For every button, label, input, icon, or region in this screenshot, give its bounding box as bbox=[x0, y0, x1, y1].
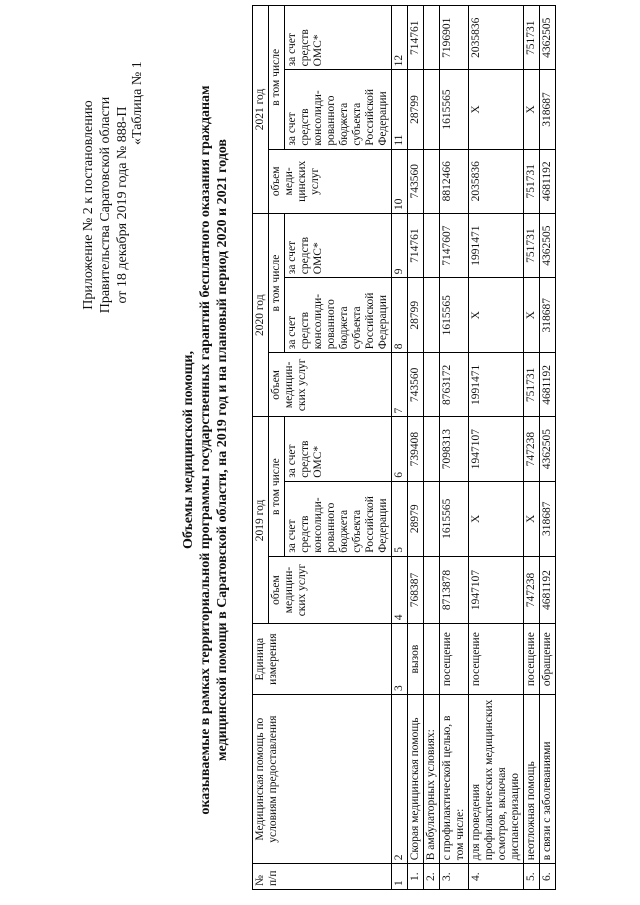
row-value: 747238 bbox=[524, 556, 540, 624]
row-value: 28799 bbox=[408, 278, 424, 353]
col-number: 4 bbox=[392, 556, 408, 624]
row-value: 1991471 bbox=[469, 213, 524, 277]
appendix-line-3: от 18 декабря 2019 года № 888-П bbox=[115, 106, 130, 304]
row-value: X bbox=[469, 70, 524, 149]
row-value: 751731 bbox=[524, 6, 540, 70]
row-value: 743560 bbox=[408, 149, 424, 213]
row-value: 318687 bbox=[540, 481, 556, 556]
col-number: 2 bbox=[392, 695, 408, 864]
row-number: 4. bbox=[469, 864, 524, 890]
row-value: 4362505 bbox=[540, 417, 556, 481]
header-volume-2021: объем меди-цинских услуг bbox=[269, 149, 392, 213]
row-value bbox=[424, 213, 440, 277]
header-consolidated-2019: за счет средств консолиди-рованного бюджета субъекта Российской Федерации bbox=[285, 481, 392, 556]
row-value: 1947107 bbox=[469, 417, 524, 481]
header-unit: Единица измерения bbox=[253, 624, 392, 695]
header-consolidated-2020: за счет средств консолиди-рованного бюджета субъекта Российской Федерации bbox=[285, 278, 392, 353]
row-number: 6. bbox=[540, 864, 556, 890]
row-value: 318687 bbox=[540, 70, 556, 149]
row-care-type: с профилактической целью, в том числе: bbox=[440, 695, 469, 864]
row-value: X bbox=[524, 278, 540, 353]
header-volume-2019: объем медицин-ских услуг bbox=[269, 556, 392, 624]
row-value bbox=[424, 6, 440, 70]
row-value: X bbox=[469, 481, 524, 556]
row-unit: посещение bbox=[524, 624, 540, 695]
row-care-type: в связи с заболеваниями bbox=[540, 695, 556, 864]
appendix-line-2: Правительства Саратовской области bbox=[98, 96, 113, 314]
document-title bbox=[180, 55, 231, 845]
col-number: 7 bbox=[392, 353, 408, 417]
row-value: X bbox=[524, 70, 540, 149]
header-year-2019: 2019 год bbox=[253, 417, 269, 624]
row-value bbox=[424, 417, 440, 481]
row-value: 4681192 bbox=[540, 149, 556, 213]
column-numbers-row bbox=[392, 6, 408, 890]
row-value: 4681192 bbox=[540, 556, 556, 624]
row-value: 28979 bbox=[408, 481, 424, 556]
row-care-type: неотложная помощь bbox=[524, 695, 540, 864]
table-number: «Таблица № 1 bbox=[130, 61, 145, 145]
col-number: 11 bbox=[392, 70, 408, 149]
col-number: 6 bbox=[392, 417, 408, 481]
table-row bbox=[424, 6, 440, 890]
table-body bbox=[408, 6, 556, 890]
row-number: 5. bbox=[524, 864, 540, 890]
appendix-block bbox=[80, 65, 131, 345]
row-care-type: В амбулаторных условиях: bbox=[424, 695, 440, 864]
row-value bbox=[424, 70, 440, 149]
table-row bbox=[469, 6, 524, 890]
title-line-3: медицинской помощи в Саратовской области, на 2019 год и на плановый период 2020 и 2021 годов bbox=[215, 139, 230, 761]
row-value: X bbox=[469, 278, 524, 353]
title-line-1: Объемы медицинской помощи, bbox=[181, 351, 196, 549]
row-value: 743560 bbox=[408, 353, 424, 417]
row-value bbox=[424, 353, 440, 417]
row-value: 1947107 bbox=[469, 556, 524, 624]
header-oms-2021: за счет средств ОМС* bbox=[285, 6, 392, 70]
row-value: 1615565 bbox=[440, 70, 469, 149]
col-number: 8 bbox=[392, 278, 408, 353]
header-oms-2020: за счет средств ОМС* bbox=[285, 213, 392, 277]
row-value: 739408 bbox=[408, 417, 424, 481]
title-line-2: оказываемые в рамках территориальной программы государственных гарантий бесплатного оказания гражданам bbox=[198, 85, 213, 815]
header-no: № п/п bbox=[253, 864, 392, 890]
row-unit: обращение bbox=[540, 624, 556, 695]
col-number: 5 bbox=[392, 481, 408, 556]
header-care-type: Медицинская помощь по условиям предоставления bbox=[253, 695, 392, 864]
row-value: 751731 bbox=[524, 213, 540, 277]
header-consolidated-2021: за счет средств консолиди-рованного бюджета субъекта Российской Федерации bbox=[285, 70, 392, 149]
table-row bbox=[440, 6, 469, 890]
row-value: 4362505 bbox=[540, 6, 556, 70]
header-incl-2020: в том числе bbox=[269, 213, 285, 352]
row-value: 751731 bbox=[524, 353, 540, 417]
col-number: 9 bbox=[392, 213, 408, 277]
row-value: 768387 bbox=[408, 556, 424, 624]
header-year-2020: 2020 год bbox=[253, 213, 269, 417]
header-incl-2019: в том числе bbox=[269, 417, 285, 556]
row-value: 4362505 bbox=[540, 213, 556, 277]
row-value: 8812466 bbox=[440, 149, 469, 213]
row-value: 4681192 bbox=[540, 353, 556, 417]
row-value: 2035836 bbox=[469, 149, 524, 213]
row-care-type: для проведения профилактических медицинских осмотров, включая диспансеризацию bbox=[469, 695, 524, 864]
row-value: 747238 bbox=[524, 417, 540, 481]
row-value: 714761 bbox=[408, 213, 424, 277]
row-value: 318687 bbox=[540, 278, 556, 353]
row-value: 1615565 bbox=[440, 481, 469, 556]
table-row bbox=[408, 6, 424, 890]
header-volume-2020: объем медицин-ских услуг bbox=[269, 353, 392, 417]
row-value: 714761 bbox=[408, 6, 424, 70]
appendix-line-1: Приложение № 2 к постановлению bbox=[81, 100, 96, 310]
row-value: 7147607 bbox=[440, 213, 469, 277]
table-row bbox=[540, 6, 556, 890]
row-value: X bbox=[524, 481, 540, 556]
row-value: 7196901 bbox=[440, 6, 469, 70]
row-value: 2035836 bbox=[469, 6, 524, 70]
row-value: 1615565 bbox=[440, 278, 469, 353]
volumes-table bbox=[252, 5, 556, 890]
header-incl-2021: в том числе bbox=[269, 6, 285, 150]
col-number: 3 bbox=[392, 624, 408, 695]
header-oms-2019: за счет средств ОМС* bbox=[285, 417, 392, 481]
row-care-type: Скорая медицинская помощь bbox=[408, 695, 424, 864]
row-value bbox=[424, 149, 440, 213]
row-value: 7098313 bbox=[440, 417, 469, 481]
row-unit bbox=[424, 624, 440, 695]
row-value bbox=[424, 556, 440, 624]
row-unit: вызов bbox=[408, 624, 424, 695]
row-value: 751731 bbox=[524, 149, 540, 213]
row-value: 8763172 bbox=[440, 353, 469, 417]
col-number: 12 bbox=[392, 6, 408, 70]
row-number: 2. bbox=[424, 864, 440, 890]
row-value bbox=[424, 278, 440, 353]
header-year-2021: 2021 год bbox=[253, 6, 269, 214]
row-unit: посещение bbox=[469, 624, 524, 695]
table-row bbox=[524, 6, 540, 890]
row-value: 8713878 bbox=[440, 556, 469, 624]
col-number: 10 bbox=[392, 149, 408, 213]
row-number: 3. bbox=[440, 864, 469, 890]
row-value: 28799 bbox=[408, 70, 424, 149]
row-number: 1. bbox=[408, 864, 424, 890]
col-number: 1 bbox=[392, 864, 408, 890]
row-unit: посещение bbox=[440, 624, 469, 695]
row-value bbox=[424, 481, 440, 556]
row-value: 1991471 bbox=[469, 353, 524, 417]
